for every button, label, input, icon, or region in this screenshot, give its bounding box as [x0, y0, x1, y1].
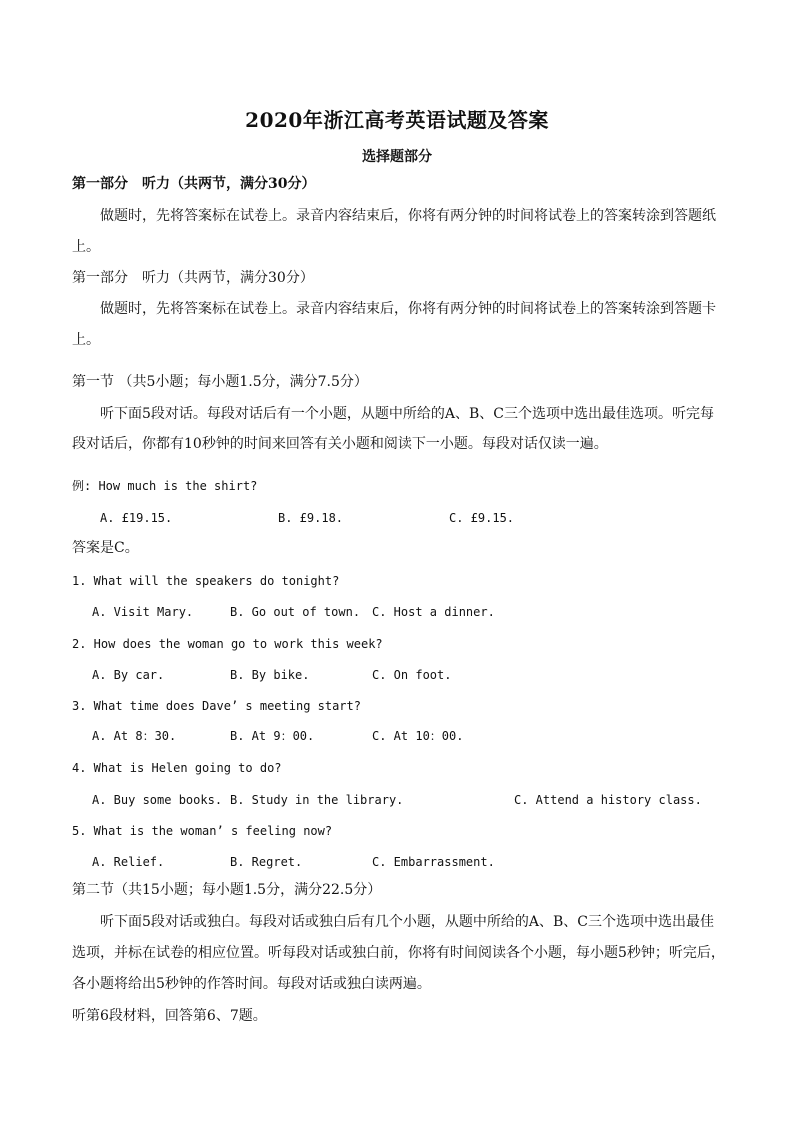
page-title: 2020年浙江高考英语试题及答案: [245, 108, 549, 132]
question-3-option-c: C. At 10：00.: [372, 729, 464, 743]
example-answer: 答案是C。: [72, 540, 139, 556]
question-4-option-b: B. Study in the library.: [230, 793, 404, 807]
section1-instruction-line2: 段对话后，你都有10秒钟的时间来回答有关小题和阅读下一小题。每段对话仅读一遍。: [72, 436, 608, 452]
material-6-instruction: 听第6段材料，回答第6、7题。: [72, 1008, 267, 1024]
question-4-option-c: C. Attend a history class.: [514, 793, 702, 807]
question-3-option-a: A. At 8：30.: [92, 729, 177, 743]
question-2: 2. How does the woman go to work this week?: [72, 637, 383, 651]
intro2-line2: 上。: [72, 332, 100, 348]
intro1-line1: 做题时，先将答案标在试卷上。录音内容结束后，你将有两分钟的时间将试卷上的答案转涂到答题纸: [100, 208, 716, 224]
part1-heading-bold: 第一部分 听力（共两节，满分30分）: [72, 176, 316, 192]
question-2-option-a: A. By car.: [92, 668, 165, 682]
page-subtitle: 选择题部分: [362, 149, 432, 165]
example-option-a: A. £19.15.: [100, 511, 173, 525]
example-question: 例: How much is the shirt?: [72, 479, 258, 493]
question-2-option-b: B. By bike.: [230, 668, 310, 682]
question-2-option-c: C. On foot.: [372, 668, 452, 682]
intro2-line1: 做题时，先将答案标在试卷上。录音内容结束后，你将有两分钟的时间将试卷上的答案转涂到答题卡: [100, 301, 716, 317]
section2-instruction-line3: 各小题将给出5秒钟的作答时间。每段对话或独白读两遍。: [72, 976, 431, 992]
question-5-option-c: C. Embarrassment.: [372, 855, 495, 869]
question-4-option-a: A. Buy some books.: [92, 793, 223, 807]
section2-heading: 第二节（共15小题；每小题1.5分，满分22.5分）: [72, 882, 382, 898]
question-1-option-c: C. Host a dinner.: [372, 605, 495, 619]
section1-heading: 第一节 （共5小题；每小题1.5分，满分7.5分）: [72, 374, 368, 390]
question-4: 4. What is Helen going to do?: [72, 761, 282, 775]
question-5: 5. What is the woman’ s feeling now?: [72, 824, 333, 838]
example-option-b: B. £9.18.: [278, 511, 344, 525]
intro1-line2: 上。: [72, 239, 100, 255]
question-5-option-b: B. Regret.: [230, 855, 303, 869]
question-3-option-b: B. At 9：00.: [230, 729, 315, 743]
section1-instruction-line1: 听下面5段对话。每段对话后有一个小题，从题中所给的A、B、C三个选项中选出最佳选项。听完每: [100, 406, 715, 422]
question-1-option-b: B. Go out of town.: [230, 605, 361, 619]
question-3: 3. What time does Dave’ s meeting start?: [72, 699, 361, 713]
section2-instruction-line2: 选项，并标在试卷的相应位置。听每段对话或独白前，你将有时间阅读各个小题，每小题5秒钟；听完后，: [72, 945, 725, 961]
section2-instruction-line1: 听下面5段对话或独白。每段对话或独白后有几个小题，从题中所给的A、B、C三个选项中选出最佳: [100, 914, 715, 930]
part1-heading: 第一部分 听力（共两节，满分30分）: [72, 270, 314, 286]
question-1: 1. What will the speakers do tonight?: [72, 574, 340, 588]
question-5-option-a: A. Relief.: [92, 855, 165, 869]
question-1-option-a: A. Visit Mary.: [92, 605, 194, 619]
example-option-c: C. £9.15.: [449, 511, 515, 525]
